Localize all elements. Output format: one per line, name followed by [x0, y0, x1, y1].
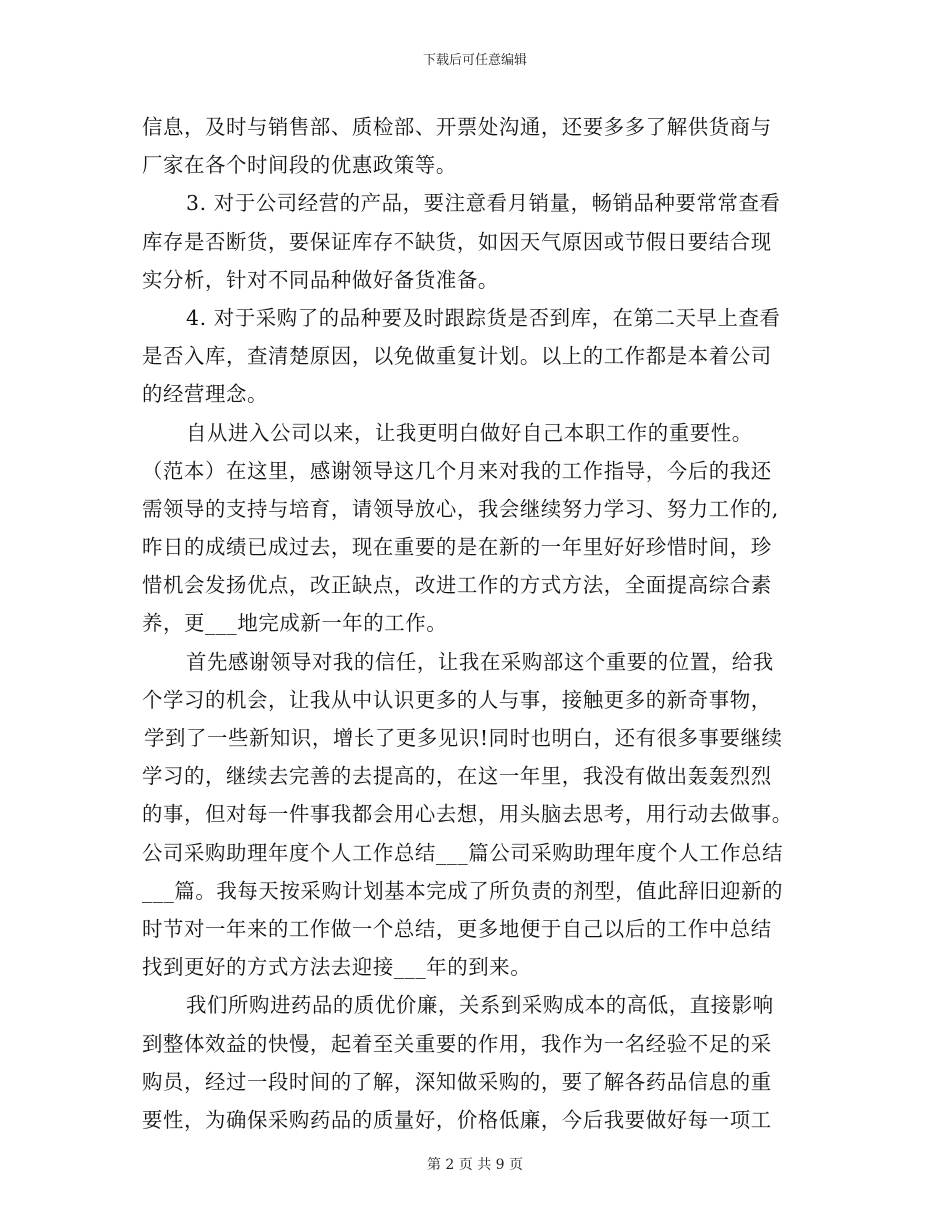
document-body: [142, 108, 810, 1139]
text-line: 学习的，继续去完善的去提高的，在这一年里，我没有做出轰轰烈烈: [142, 764, 772, 789]
text-line: 到整体效益的快慢，起着至关重要的作用，我作为一名经验不足的采: [142, 1031, 772, 1056]
text-line: 找到更好的方式方法去迎接___年的到来。: [142, 955, 532, 980]
text-line: 公司采购助理年度个人工作总结___篇公司采购助理年度个人工作总结: [142, 840, 784, 865]
text-line: 要性，为确保采购药品的质量好，价格低廉，今后我要做好每一项工: [142, 1107, 772, 1132]
page-number: 第 2 页 共 9 页: [426, 1157, 524, 1173]
text-line: 的事，但对每一件事我都会用心去想，用头脑去思考，用行动去做事。: [142, 802, 793, 827]
text-line: 惜机会发扬优点，改正缺点，改进工作的方式方法，全面提高综合素: [142, 573, 772, 598]
text-line: 自从进入公司以来，让我更明白做好自己本职工作的重要性。: [186, 420, 753, 445]
text-line: 首先感谢领导对我的信任，让我在采购部这个重要的位置，给我: [186, 649, 774, 674]
text-line: 3. 对于公司经营的产品，要注意看月销量，畅销品种要常常查看: [186, 191, 781, 216]
text-line: 我们所购进药品的质优价廉，关系到采购成本的高低，直接影响: [186, 993, 774, 1018]
text-line: 实分析，针对不同品种做好备货准备。: [142, 267, 499, 292]
text-line: 购员，经过一段时间的了解，深知做采购的，要了解各药品信息的重: [142, 1069, 772, 1094]
page-header: 下载后可任意编辑: [422, 53, 527, 68]
text-line: 需领导的支持与培育，请领导放心，我会继续努力学习、努力工作的,: [142, 496, 779, 521]
text-line: 的经营理念。: [142, 382, 268, 407]
text-line: ___篇。我每天按采购计划基本完成了所负责的剂型，值此辞旧迎新的: [142, 878, 784, 903]
text-line: 信息，及时与销售部、质检部、开票处沟通，还要多多了解供货商与: [142, 115, 772, 139]
text-line: 个学习的机会，让我从中认识更多的人与事，接触更多的新奇事物，: [142, 687, 772, 712]
text-line: 学到了一些新知识，增长了更多见识!同时也明白，还有很多事要继续: [144, 726, 783, 750]
text-line: 时节对一年来的工作做一个总结，更多地便于自己以后的工作中总结: [142, 916, 772, 941]
text-line: 昨日的成绩已成过去，现在重要的是在新的一年里好好珍惜时间，珍: [142, 535, 772, 560]
text-line: （范本）在这里，感谢领导这几个月来对我的工作指导，今后的我还: [142, 458, 772, 483]
text-line: 是否入库，查清楚原因，以免做重复计划。以上的工作都是本着公司: [142, 344, 772, 369]
text-line: 4. 对于采购了的品种要及时跟踪货是否到库，在第二天早上查看: [186, 305, 781, 330]
text-line: 库存是否断货，要保证库存不缺货，如因天气原因或节假日要结合现: [142, 229, 772, 254]
text-line: 养，更___地完成新一年的工作。: [142, 611, 448, 636]
text-line: 厂家在各个时间段的优惠政策等。: [142, 153, 457, 178]
